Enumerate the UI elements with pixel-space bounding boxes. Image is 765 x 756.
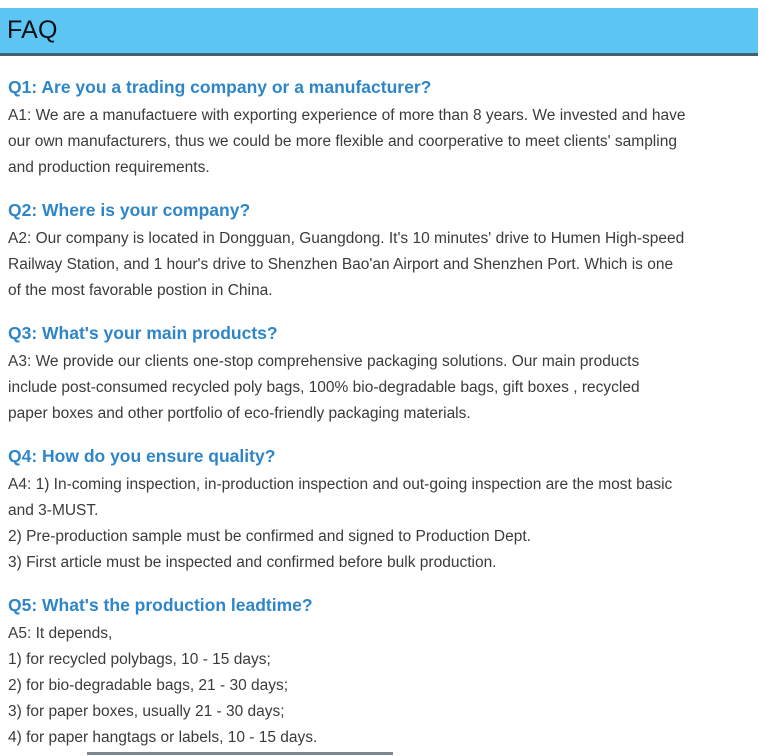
answer-line: 2) for bio-degradable bags, 21 - 30 days; — [8, 677, 289, 694]
faq-answer-5 — [8, 621, 757, 751]
faq-answer-2 — [8, 226, 757, 304]
answer-line: 1) for recycled polybags, 10 - 15 days; — [8, 651, 271, 668]
faq-question-2: Q2: Where is your company? — [8, 200, 251, 220]
answer-line: 3) for paper boxes, usually 21 - 30 days; — [8, 703, 285, 720]
faq-answer-4 — [8, 472, 757, 576]
faq-item-3 — [8, 323, 757, 427]
answer-line: 3) First article must be inspected and confirmed before bulk production. — [8, 554, 497, 571]
faq-question-5: Q5: What's the production leadtime? — [8, 595, 313, 615]
next-section-cutoff-edge — [87, 752, 393, 755]
answer-line: A2: Our company is located in Dongguan, Guangdong. It's 10 minutes' drive to Humen High-speed — [8, 230, 685, 247]
answer-line: A4: 1) In-coming inspection, in-production inspection and out-going inspection are the most basic — [8, 476, 673, 493]
answer-line: 2) Pre-production sample must be confirmed and signed to Production Dept. — [8, 528, 531, 545]
faq-answer-1 — [8, 103, 757, 181]
faq-question-4: Q4: How do you ensure quality? — [8, 446, 276, 466]
answer-line: and 3-MUST. — [8, 502, 99, 519]
faq-question-1: Q1: Are you a trading company or a manufacturer? — [8, 77, 432, 97]
answer-line: A3: We provide our clients one-stop comprehensive packaging solutions. Our main products — [8, 353, 640, 370]
answer-line: paper boxes and other portfolio of eco-friendly packaging materials. — [8, 405, 471, 422]
faq-item-2 — [8, 200, 757, 304]
answer-line: and production requirements. — [8, 159, 210, 176]
faq-question-3: Q3: What's your main products? — [8, 323, 278, 343]
answer-line: A1: We are a manufactuere with exporting experience of more than 8 years. We invested and have — [8, 107, 686, 124]
answer-line: our own manufacturers, thus we could be more flexible and coorperative to meet clients' sampling — [8, 133, 677, 150]
faq-content — [0, 77, 765, 751]
answer-line: include post-consumed recycled poly bags, 100% bio-degradable bags, gift boxes , recycled — [8, 379, 640, 396]
faq-section-title: FAQ — [7, 16, 58, 44]
faq-item-4 — [8, 446, 757, 576]
answer-line: of the most favorable postion in China. — [8, 282, 273, 299]
faq-section-header — [0, 8, 758, 56]
answer-line: Railway Station, and 1 hour's drive to Shenzhen Bao'an Airport and Shenzhen Port. Which is one — [8, 256, 674, 273]
faq-item-1 — [8, 77, 757, 181]
faq-item-5 — [8, 595, 757, 751]
answer-line: 4) for paper hangtags or labels, 10 - 15 days. — [8, 729, 318, 746]
answer-line: A5: It depends, — [8, 625, 113, 642]
faq-answer-3 — [8, 349, 757, 427]
